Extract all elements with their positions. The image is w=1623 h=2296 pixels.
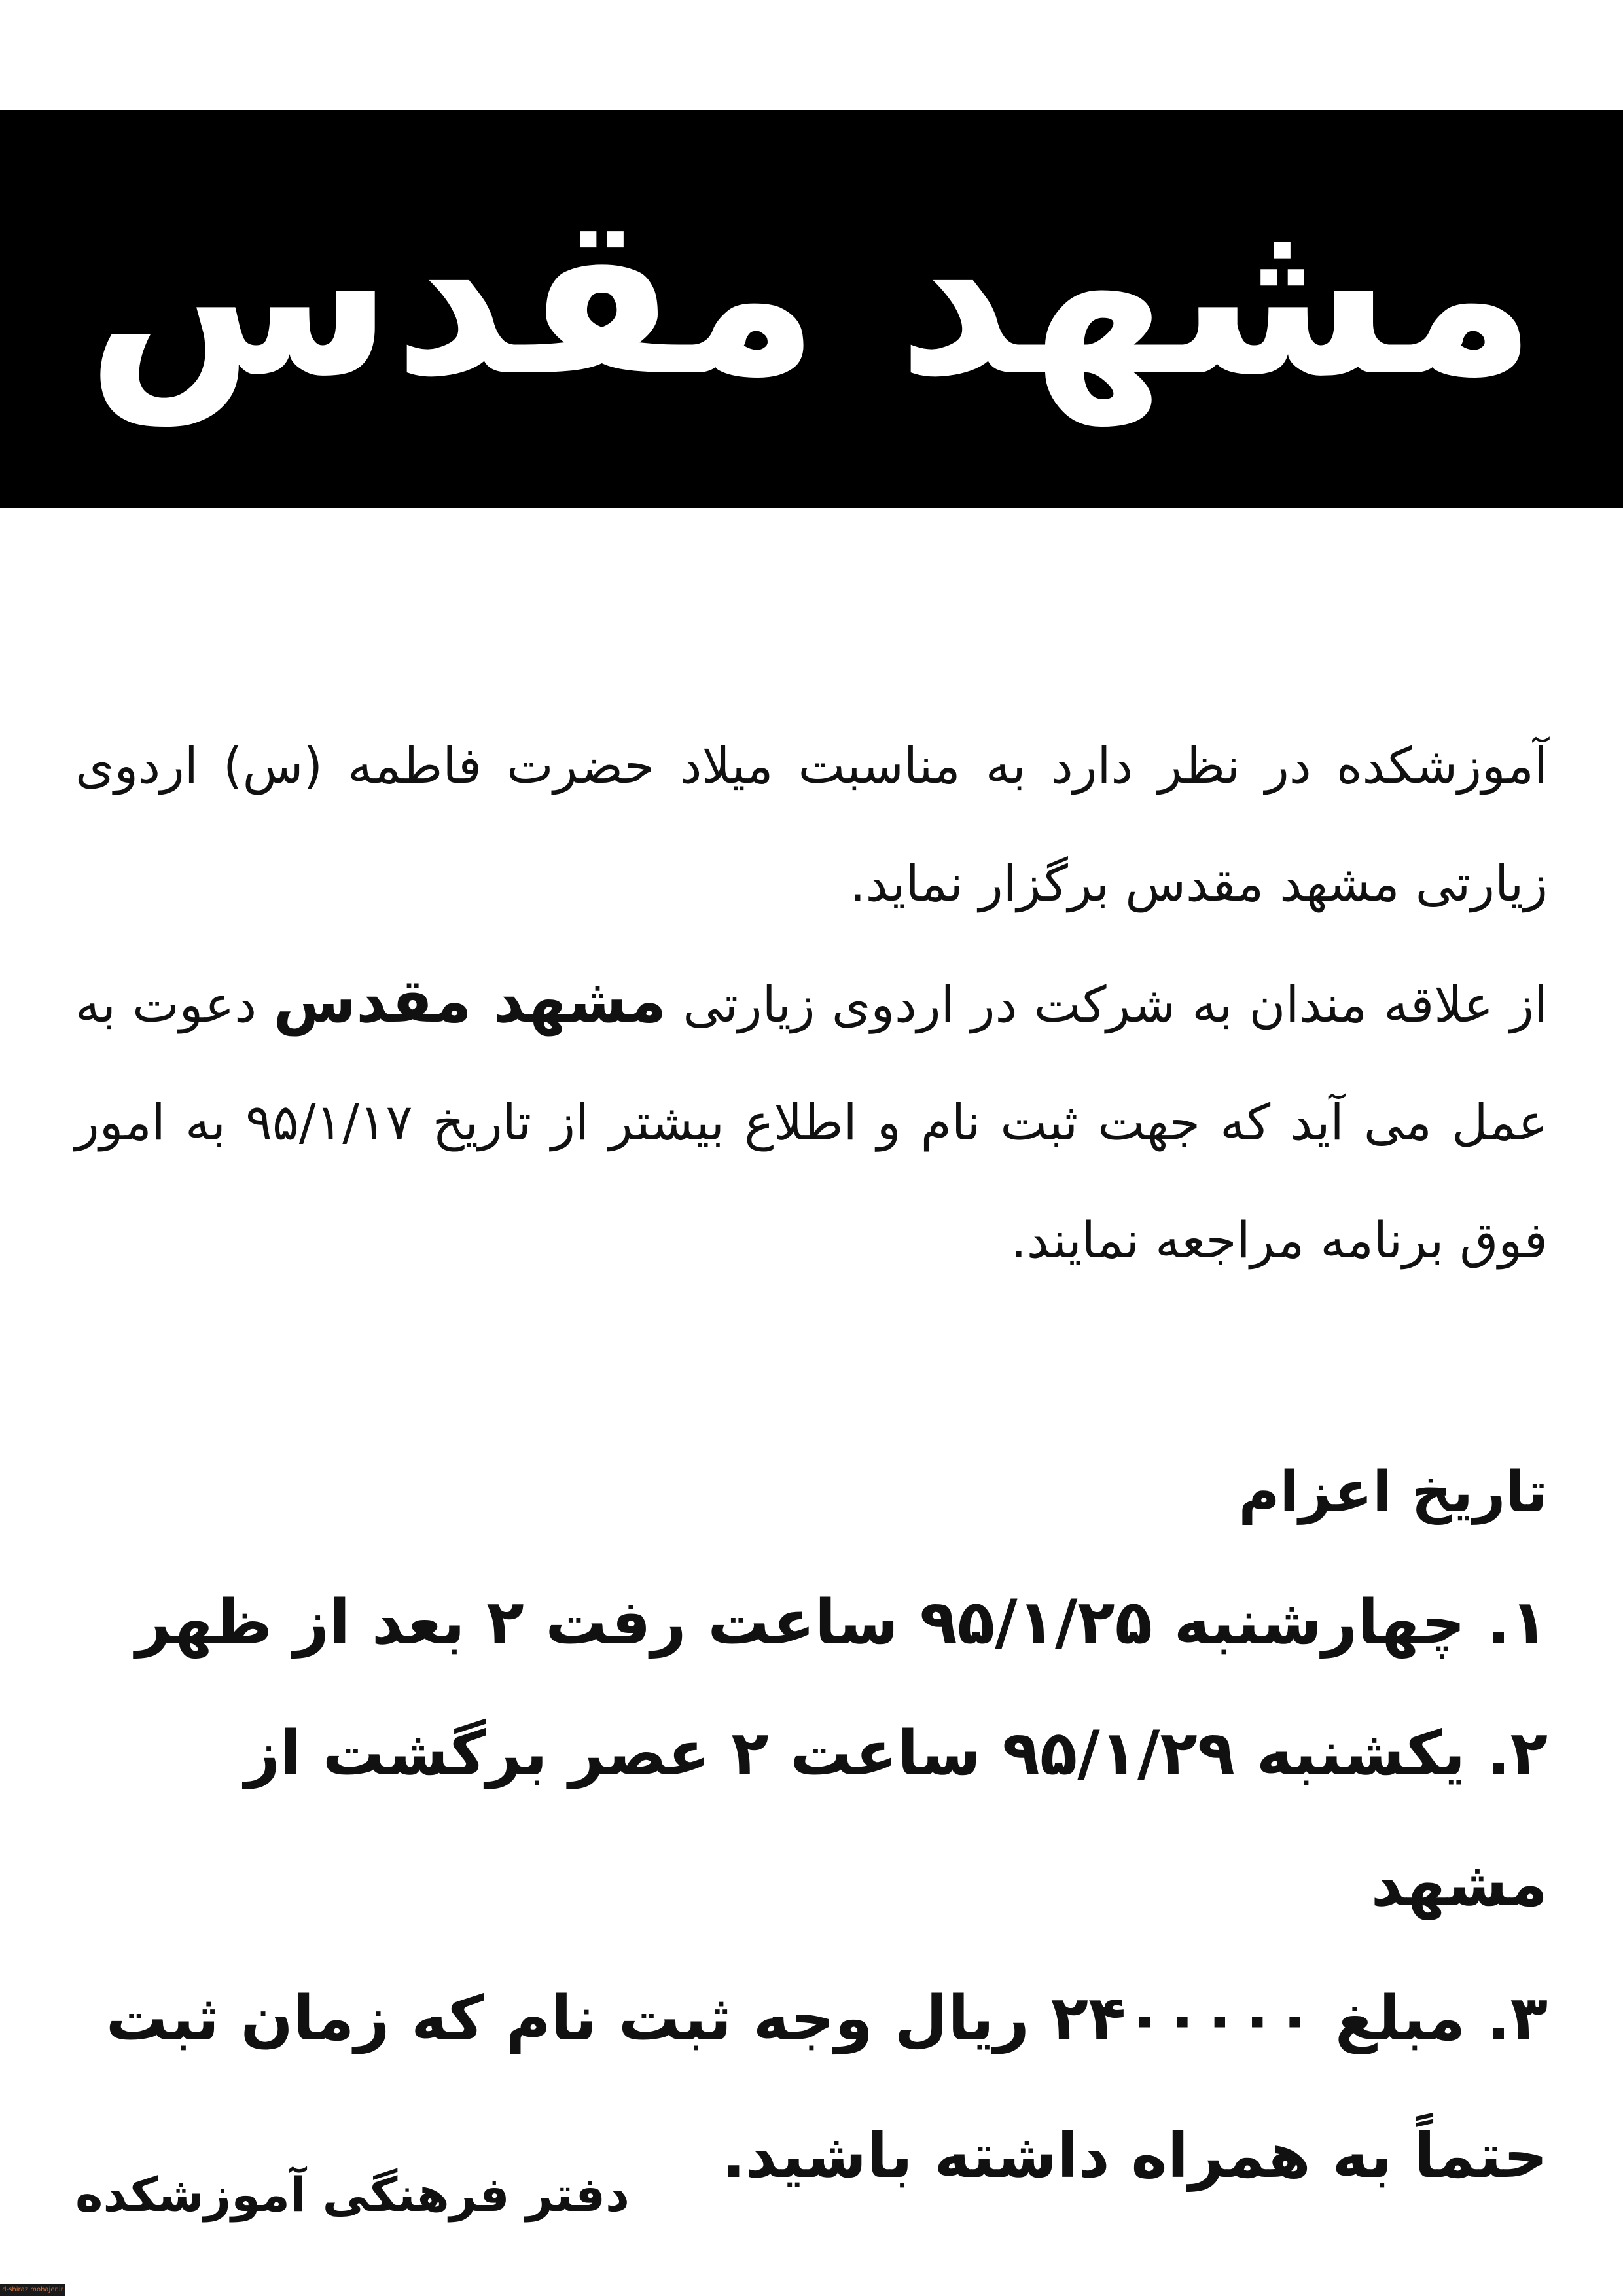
- schedule-item-number: ۳.: [1486, 1983, 1548, 2054]
- schedule-heading: تاریخ اعزام: [1238, 1460, 1548, 1525]
- intro-emphasis: مشهد مقدس: [273, 966, 667, 1036]
- schedule-item-text: چهارشنبه ۹۵/۱/۲۵ ساعت رفت ۲ بعد از ظهر: [135, 1587, 1466, 1659]
- intro-text: [75, 707, 1548, 1299]
- schedule-item-number: ۲.: [1486, 1718, 1548, 1789]
- intro-paragraph-2-end: دعوت به عمل می آید که جهت ثبت نام و اطلاع بیشتر از تاریخ ۹۵/۱/۱۷ به امور فوق برنامه مراجعه نمایند.: [75, 975, 1548, 1269]
- departure-schedule: [75, 1427, 1548, 2225]
- corner-watermark-text: d-shiraz.mohajer.ir: [2, 2286, 63, 2293]
- schedule-item-1: [75, 1558, 1548, 1689]
- schedule-list: [75, 1558, 1548, 2225]
- intro-paragraph-2-start: از علاقه مندان به شرکت در اردوی زیارتی: [683, 975, 1548, 1033]
- schedule-item-2: [75, 1689, 1548, 1950]
- signature: دفتر فرهنگی آموزشکده: [75, 2167, 630, 2222]
- intro-paragraph-2: [75, 942, 1548, 1299]
- corner-watermark: [0, 2284, 65, 2296]
- page-title: مشهد مقدس: [86, 166, 1537, 425]
- schedule-item-text: مبلغ ۲۴۰۰۰۰۰ ریال وجه ثبت نام که زمان ثبت حتماً به همراه داشته باشید.: [105, 1983, 1548, 2192]
- intro-paragraph-1: آموزشکده در نظر دارد به مناسبت میلاد حضرت فاطمه (س) اردوی زیارتی مشهد مقدس برگزار نماید.: [75, 736, 1548, 912]
- title-banner: [0, 110, 1623, 508]
- schedule-item-text: یکشنبه ۹۵/۱/۲۹ ساعت ۲ عصر برگشت از مشهد: [244, 1718, 1548, 1920]
- schedule-item-number: ۱.: [1486, 1587, 1548, 1659]
